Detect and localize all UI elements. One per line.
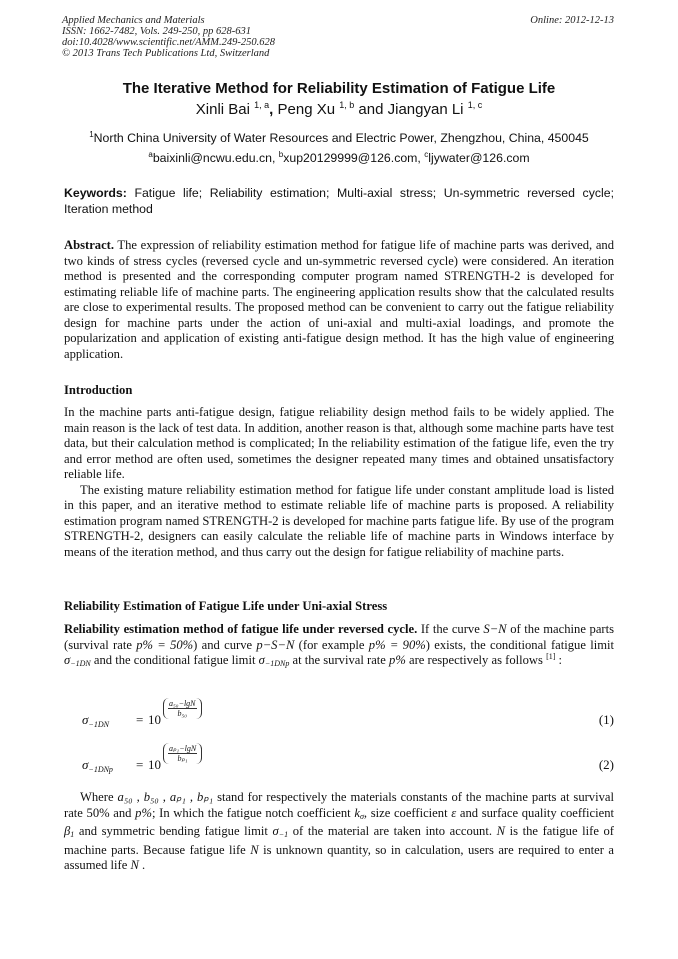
text-run: at the survival rate [289, 653, 390, 667]
email-link[interactable]: baixinli@ncwu.edu.cn, [152, 151, 279, 165]
exp-denominator: bₚ₁ [177, 754, 188, 763]
email-sup: b [278, 149, 284, 159]
math-p: p% [389, 653, 406, 667]
equation-number: (1) [598, 712, 614, 727]
text-run: , size coefficient [363, 805, 452, 820]
eq-base: 10 [148, 712, 161, 727]
email-link[interactable]: ljywater@126.com [428, 151, 530, 165]
author-sup: 1, c [467, 100, 483, 110]
abstract-text: The expression of reliability estimation method for fatigue life of machine parts was derived, and two kinds of stress cycles (reversed cycle and un-symmetric reversed cycle) were considered. An iteration method is presented and the corresponding computer program named STRENGTH-2 is developed for estimating reliable life of machine parts. The engineering application results show that the calculated results are close to experimental results. The proposed method can be convenient to carry out the fatigue reliability design for machine parts under the action of uni-axial and multi-axial loadings, and promote the popularization and application of existing anti-fatigue design method. It has the high value of engineering application. [64, 238, 614, 361]
text-run: of the machine parts (survival rate [64, 622, 614, 652]
eq-exponent [163, 698, 202, 719]
math-sigma: σ [64, 653, 71, 667]
author-name: Xinli Bai [195, 101, 250, 118]
text-run: (for example [294, 637, 369, 652]
affil-sup: 1 [89, 129, 94, 139]
math-N: N [250, 842, 259, 857]
abstract [64, 238, 614, 362]
keywords-text: Fatigue life; Reliability estimation; Multi-axial stress; Un-symmetric reversed cycle; Iteration method [64, 186, 614, 216]
email-sup: a [148, 149, 153, 159]
text-run: is the fatigue life of machine parts. Because fatigue life [64, 824, 614, 857]
text-run: is unknown quantity, so in calculation, users are required to enter a assumed life [64, 842, 614, 872]
math-p90: p% = 90% [368, 637, 426, 652]
author-sep: and [354, 101, 388, 118]
eq-equals: = [136, 757, 144, 772]
author-sup: 1, b [339, 100, 355, 110]
math-beta: β [64, 824, 71, 838]
math-N: N [130, 858, 139, 872]
online-date: Online: 2012-12-13 [530, 15, 614, 26]
math-sub: σ [359, 811, 364, 821]
doi[interactable]: doi:10.4028/www.scientific.net/AMM.249-250.628 [62, 37, 275, 48]
math-p: p% [135, 805, 152, 820]
intro-body [64, 405, 614, 560]
text-run: stand for respectively the materials constants of the machine parts at survival rate 50% and [64, 790, 614, 820]
text-run: and symmetric bending fatigue limit [74, 824, 273, 838]
eq-lhs [82, 712, 109, 729]
author-sup: 1, a [254, 100, 270, 110]
text-run: are respectively as follows [405, 653, 547, 667]
where-paragraph [64, 790, 614, 874]
math-sigma: σ [272, 824, 279, 838]
abstract-label: Abstract. [64, 238, 115, 252]
text-run: ) and curve [193, 637, 257, 652]
math-sn: S−N [483, 622, 507, 636]
where-text [64, 790, 614, 874]
eq-sub: −1DNp [88, 765, 113, 774]
math-constants: a₅₀ , b₅₀ , aₚ₁ , bₚ₁ [117, 790, 214, 804]
text-run: . [138, 858, 146, 872]
eq-equals: = [136, 712, 144, 727]
journal-header [62, 15, 275, 59]
author-name: Peng Xu [277, 101, 336, 118]
math-sub: −1DN [70, 659, 91, 668]
journal-name: Applied Mechanics and Materials [62, 15, 205, 26]
author-list [0, 101, 678, 118]
exp-denominator: b₅₀ [177, 709, 188, 718]
eq-base: 10 [148, 757, 161, 772]
exp-numerator: a₅₀−lgN [169, 699, 196, 708]
issn: ISSN: 1662-7482, Vols. 249-250, pp 628-631 [62, 26, 251, 37]
copyright: © 2013 Trans Tech Publications Ltd, Switzerland [62, 48, 270, 59]
text-run: ) exists, the conditional fatigue limit [425, 637, 615, 652]
math-sub: 1 [70, 830, 75, 839]
eq-lhs [82, 757, 113, 774]
equation-1 [64, 700, 614, 738]
email-sup: c [424, 149, 429, 159]
section-heading-uniaxial: Reliability Estimation of Fatigue Life under Uni-axial Stress [64, 599, 388, 613]
equation-2 [64, 745, 614, 783]
keywords-label: Keywords: [64, 186, 127, 200]
eq-symbol: σ [82, 712, 89, 727]
subsection-heading: Reliability estimation method of fatigue life under reversed cycle. [64, 622, 418, 636]
math-sub: −1 [278, 830, 289, 839]
eq-exponent [163, 743, 202, 764]
math-N: N [496, 824, 505, 838]
author-sep: , [269, 101, 278, 118]
section-heading-intro: Introduction [64, 383, 133, 397]
intro-paragraph-1: In the machine parts anti-fatigue design, fatigue reliability design method fails to be widely applied. The main reason is the lack of test data. In addition, another reason is that, although some machine parts have test data, but their calculation method is complicated; In the reliability estimation of the fatigue life, even the try and error method are often used, sometimes the designer repeated many times and obtained unsatisfactory reliable life. [64, 405, 614, 481]
affiliation [0, 131, 678, 145]
uniaxial-paragraph [64, 622, 614, 672]
text-run: and surface quality coefficient [456, 805, 614, 820]
text-run: : [555, 653, 563, 667]
math-k: k [354, 805, 360, 820]
citation[interactable]: [1] [546, 651, 556, 661]
math-sigma: σ [258, 653, 265, 667]
paper-title: The Iterative Method for Reliability Estimation of Fatigue Life [122, 80, 556, 97]
text-run: If the curve [417, 622, 484, 636]
math-psn: p−S−N [256, 637, 295, 652]
eq-sub: −1DN [88, 720, 109, 729]
text-run: and the conditional fatigue limit [90, 653, 259, 667]
math-epsilon: ε [451, 805, 457, 820]
affil-text: North China University of Water Resources and Electric Power, Zhengzhou, China, 450045 [93, 131, 589, 145]
keywords [64, 186, 614, 217]
exp-numerator: aₚ₁−lgN [169, 744, 197, 753]
eq-symbol: σ [82, 757, 89, 772]
text-run: ; In which the fatigue notch coefficient [151, 805, 355, 820]
email-link[interactable]: xup20129999@126.com, [283, 151, 425, 165]
text-run: Where [80, 790, 118, 804]
math-p50: p% = 50% [136, 637, 194, 652]
text-run: of the material are taken into account. [288, 824, 497, 838]
equation-number: (2) [598, 757, 614, 772]
author-name: Jiangyan Li [387, 101, 464, 118]
math-sub: −1DNp [264, 659, 290, 668]
email-list [0, 151, 678, 165]
intro-paragraph-2: The existing mature reliability estimation method for fatigue life under constant amplitude load is listed in this paper, and an iterative method to estimate reliable life of machine parts is proposed. A reliability estimation program named STRENGTH-2 is developed for machine parts fatigue life. By use of the program STRENGTH-2, designers can easily calculate the reliable life of machine parts in Windows interface by means of the iteration method, and thus carry out the design for fatigue reliability of machine parts. [64, 482, 614, 559]
